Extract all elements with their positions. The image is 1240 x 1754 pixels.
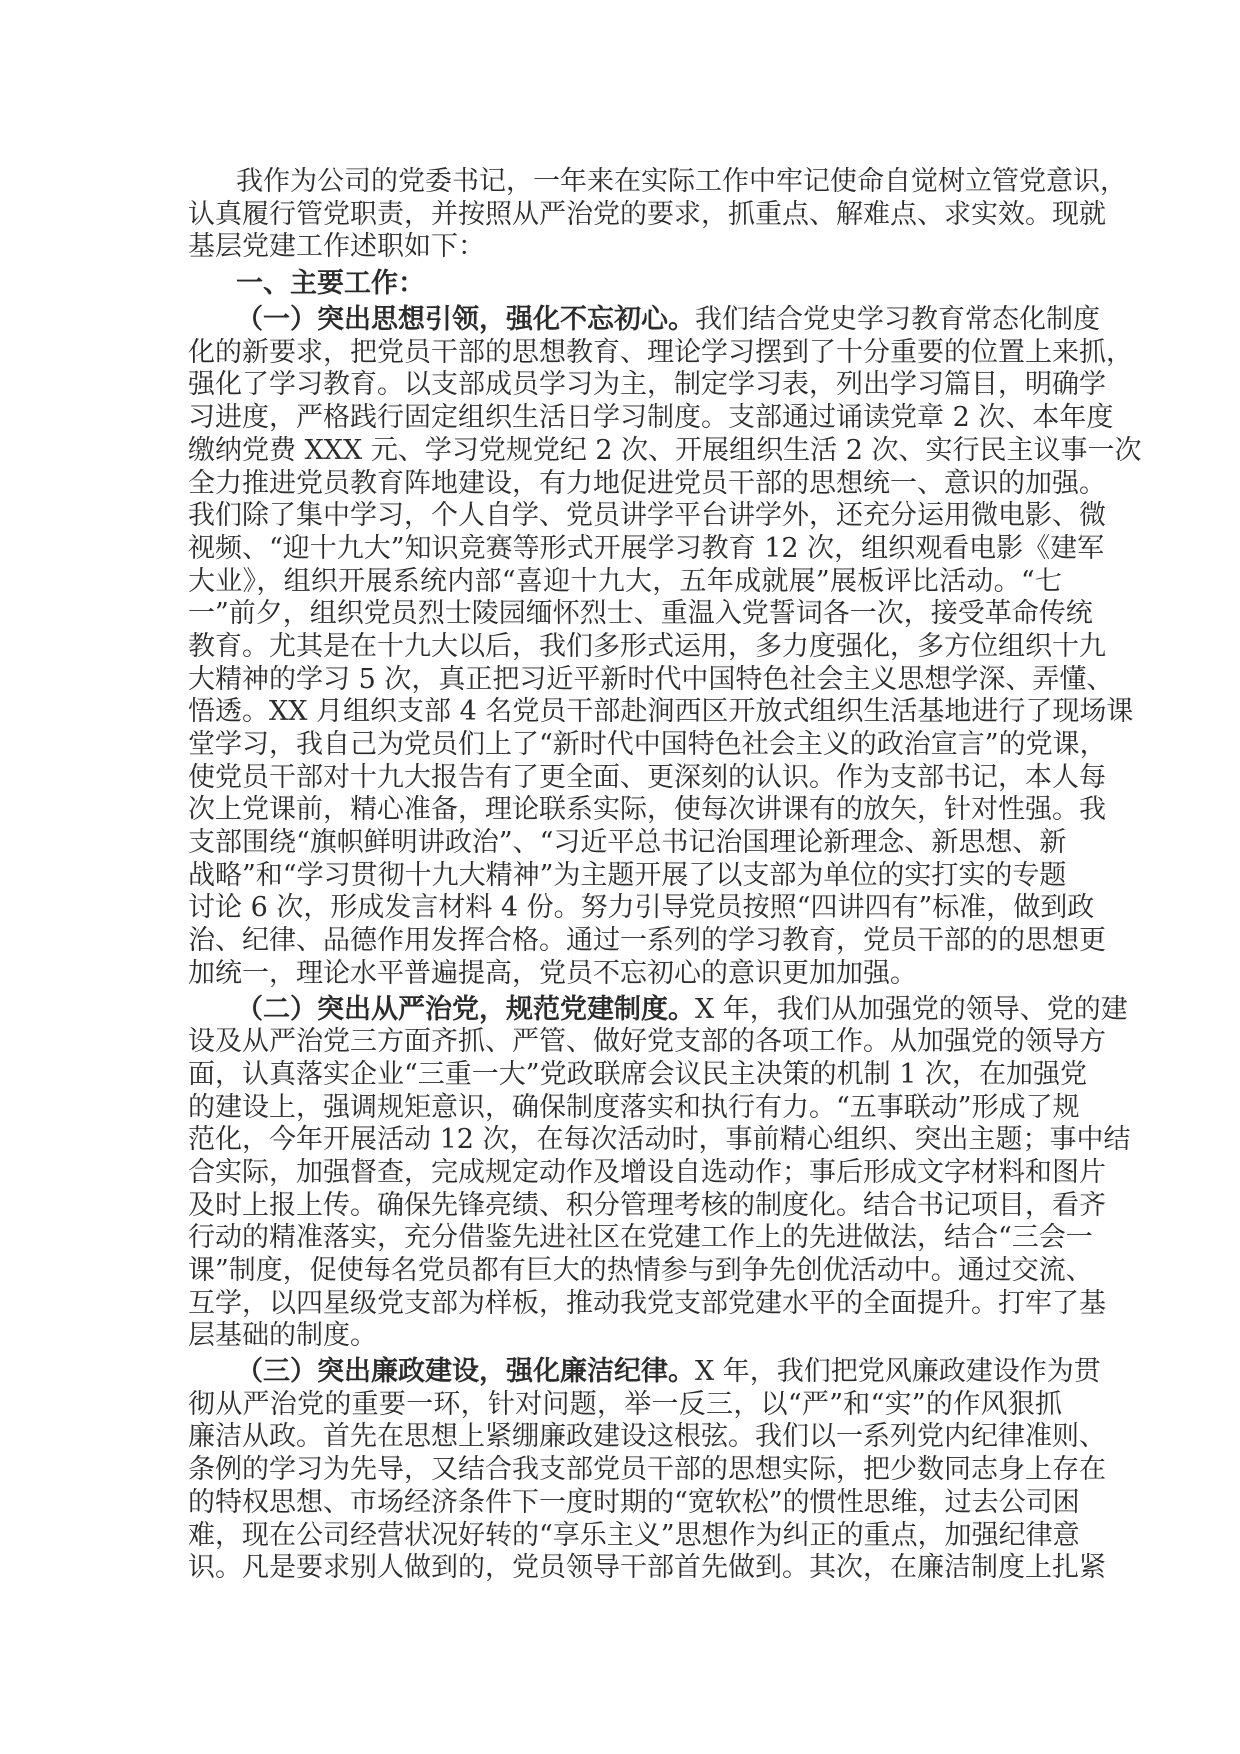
- text-line: 及时上报上传。确保先锋亮绩、积分管理考核的制度化。结合书记项目，看齐: [188, 1189, 1106, 1221]
- sections: [188, 304, 1142, 1585]
- text-line: 缴纳党费 XXX 元、学习党规党纪 2 次、开展组织生活 2 次、实行民主议事一次: [188, 434, 1142, 466]
- text-line: [188, 993, 1128, 1027]
- text-line: 支部围绕“旗帜鲜明讲政治”、“习近平总书记治国理论新理念、新思想、新: [188, 827, 1067, 859]
- section-paragraph: [188, 993, 1131, 1354]
- document-page: [188, 166, 1142, 1588]
- text-line: 教育。尤其是在十九大以后，我们多形式运用，多力度强化，多方位组织十九: [188, 630, 1106, 662]
- section-text: X 年，我们从加强党的领导、党的建: [695, 993, 1128, 1025]
- text-line: 我作为公司的党委书记，一年来在实际工作中牢记使命自觉树立管党意识，: [236, 166, 1127, 197]
- text-line: 讨论 6 次，形成发言材料 4 份。努力引导党员按照“四讲四有”标准，做到政: [188, 892, 1095, 924]
- text-line: 行动的精准落实，充分借鉴先进社区在党建工作上的先进做法，结合“三会一: [188, 1222, 1093, 1254]
- text-line: 认真履行管党职责，并按照从严治党的要求，抓重点、解难点、求实效。现就: [188, 198, 1106, 230]
- text-line: 设及从严治党三方面齐抓、严管、做好党支部的各项工作。从加强党的领导方: [188, 1026, 1106, 1058]
- text-line: 战略”和“学习贯彻十九大精神”为主题开展了以支部为单位的实打实的专题: [188, 859, 1067, 891]
- text-line: 层基础的制度。: [188, 1320, 377, 1352]
- text-line: 悟透。XX 月组织支部 4 名党员干部赴涧西区开放式组织生活基地进行了现场课: [188, 696, 1134, 728]
- text-line: 视频、“迎十九大”知识竞赛等形式开展学习教育 12 次，组织观看电影《建军: [188, 532, 1105, 564]
- section-lead-title: （二）突出从严治党，规范党建制度。: [236, 993, 695, 1025]
- text-line: 使党员干部对十九大报告有了更全面、更深刻的认识。作为支部书记，本人每: [188, 761, 1106, 793]
- section-lead-title: （三）突出廉政建设，强化廉洁纪律。: [236, 1356, 695, 1388]
- text-line: 条例的学习为先导，又结合我支部党员干部的思想实际，把少数同志身上存在: [188, 1454, 1106, 1486]
- text-line: 难，现在公司经营状况好转的“享乐主义”思想作为纠正的重点，加强纪律意: [188, 1519, 1080, 1551]
- text-line: 治、纪律、品德作用发挥合格。通过一系列的学习教育，党员干部的的思想更: [188, 925, 1106, 957]
- text-line: 大精神的学习 5 次，真正把习近平新时代中国特色社会主义思想学深、弄懂、: [188, 663, 1114, 695]
- text-line: 习进度，严格践行固定组织生活日学习制度。支部通过诵读党章 2 次、本年度: [188, 402, 1114, 434]
- section-paragraph: [188, 1356, 1106, 1585]
- section-text: 我们结合党史学习教育常态化制度: [695, 304, 1100, 336]
- text-line: 大业》，组织开展系统内部“喜迎十九大，五年成就展”展板评比活动。“七: [188, 565, 1062, 597]
- text-line: 次上党课前，精心准备，理论联系实际，使每次讲课有的放矢，针对性强。我: [188, 794, 1106, 826]
- intro-paragraph: [188, 166, 1127, 264]
- text-line: [188, 1356, 1101, 1389]
- section-text: X 年，我们把党风廉政建设作为贯: [695, 1356, 1101, 1388]
- text-line: 堂学习，我自己为党员们上了“新时代中国特色社会主义的政治宣言”的党课，: [188, 729, 1107, 760]
- text-line: 课”制度，促使每名党员都有巨大的热情参与到争先创优活动中。通过交流、: [188, 1255, 1093, 1286]
- text-line: 识。凡是要求别人做到的，党员领导干部首先做到。其次，在廉洁制度上扎紧: [188, 1552, 1106, 1584]
- text-line: 强化了学习教育。以支部成员学习为主，制定学习表，列出学习篇目，明确学: [188, 369, 1106, 401]
- text-line: 一”前夕，组织党员烈士陵园缅怀烈士、重温入党誓词各一次，接受革命传统: [188, 598, 1093, 630]
- section-lead-title: （一）突出思想引领，强化不忘初心。: [236, 304, 695, 336]
- text-line: 全力推进党员教育阵地建设，有力地促进党员干部的思想统一、意识的加强。: [188, 467, 1106, 499]
- text-line: 面，认真落实企业“三重一大”党政联席会议民主决策的机制 1 次，在加强党: [188, 1058, 1087, 1090]
- text-line: [188, 304, 1100, 337]
- text-line: 化的新要求，把党员干部的思想教育、理论学习摆到了十分重要的位置上来抓，: [188, 336, 1133, 368]
- section-heading: 一、主要工作：: [236, 268, 425, 300]
- text-line: 基层党建工作述职如下：: [188, 231, 485, 263]
- text-line: 范化，今年开展活动 12 次，在每次活动时，事前精心组织、突出主题；事中结: [188, 1124, 1131, 1156]
- text-line: 的建设上，强调规矩意识，确保制度落实和执行有力。“五事联动”形成了规: [188, 1091, 1080, 1123]
- text-line: 彻从严治党的重要一环，针对问题，举一反三，以“严”和“实”的作风狠抓: [188, 1388, 1062, 1420]
- text-line: 加统一，理论水平普遍提高，党员不忘初心的意识更加加强。: [188, 957, 917, 989]
- text-line: 合实际，加强督查，完成规定动作及增设自选动作；事后形成文字材料和图片: [188, 1156, 1106, 1188]
- text-line: 廉洁从政。首先在思想上紧绷廉政建设这根弦。我们以一系列党内纪律准则、: [188, 1421, 1106, 1453]
- section-paragraph: [188, 304, 1142, 990]
- text-line: 互学，以四星级党支部为样板，推动我党支部党建水平的全面提升。打牢了基: [188, 1287, 1106, 1319]
- text-line: 我们除了集中学习，个人自学、党员讲学平台讲学外，还充分运用微电影、微: [188, 500, 1106, 532]
- text-line: 的特权思想、市场经济条件下一度时期的“宽软松”的惯性思维，过去公司困: [188, 1486, 1080, 1518]
